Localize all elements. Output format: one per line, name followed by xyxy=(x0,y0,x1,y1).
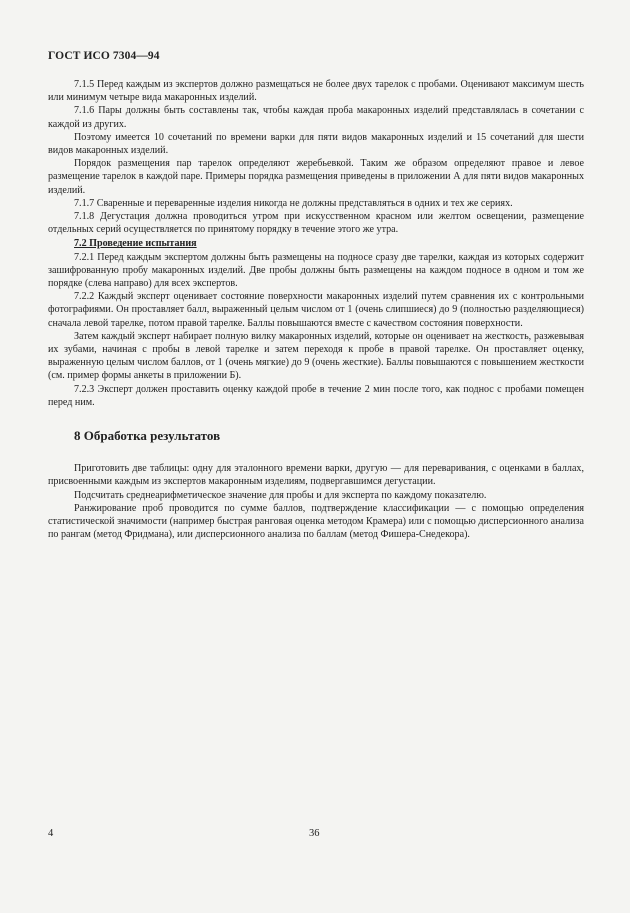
paragraph: Ранжирование проб проводится по сумме баллов, подтверждение классификации — с помощью определения статистической значимости (например быстрая ранговая оценка методом Крамера) или с помощью дисперсионного анализа по рангам (метод Фридмана), или дисперсионного анализа по баллам (метод Фишера-Снедекора). xyxy=(48,502,584,541)
paragraph: 7.2.1 Перед каждым экспертом должны быть размещены на подносе сразу две тарелки, каждая из которых содержит зашифрованную пробу макаронных изделий. Две пробы должны быть размещены на каждом подносе в одном и том же порядке (слева направо) для всех экспертов. xyxy=(48,251,584,290)
paragraph: Подсчитать среднеарифметическое значение для пробы и для эксперта по каждому показателю. xyxy=(74,489,487,501)
paragraph: Приготовить две таблицы: одну для эталонного времени варки, другую — для переваривания, с оценками в баллах, присвоенными каждым из экспертов макаронным изделиям, подвергавшимся дегустации. xyxy=(48,463,584,488)
paragraph: Поэтому имеется 10 сочетаний по времени варки для пяти видов макаронных изделий и 15 сочетаний для шести видов макаронных изделий. xyxy=(48,131,584,157)
document-body xyxy=(48,78,584,542)
paragraph: 7.1.8 Дегустация должна проводиться утром при искусственном красном или желтом освещении, размещение отдельных серий осуществляется по принятому порядку в течение этого же утра. xyxy=(48,211,584,236)
paragraph: 7.1.6 Пары должны быть составлены так, чтобы каждая проба макаронных изделий представлялась в сочетании с каждой из других. xyxy=(48,105,584,130)
paragraph: Затем каждый эксперт набирает полную вилку макаронных изделий, которые он оценивает на жесткость, разжевывая их зубами, начиная с пробы в левой тарелке и затем переходя к пробе в правой тарелке. Он проставляет оценку, выраженную целым числом баллов, от 1 (очень мягкие) до 9 (очень жесткие). Баллы повышаются с повышением жесткости (см. пример формы анкеты в приложении Б). xyxy=(48,330,584,382)
paragraph: 7.1.5 Перед каждым из экспертов должно размещаться не более двух тарелок с пробами. Оценивают максимум шесть или минимум четыре вида макаронных изделий. xyxy=(48,79,584,104)
document-header: ГОСТ ИСО 7304—94 xyxy=(48,50,160,62)
paragraph: 7.2.2 Каждый эксперт оценивает состояние поверхности макаронных изделий путем сравнения их с контрольными фотографиями. Он проставляет балл, выраженный целым числом от 1 (очень слипшиеся) до 9 (полностью разделяющиеся) сначала левой тарелке, потом правой тарелке. Баллы повышаются вместе с качеством состояния поверхности. xyxy=(48,291,584,329)
subsection-heading xyxy=(48,237,584,250)
paragraph: 7.1.7 Сваренные и переваренные изделия никогда не должны представляться в одних и тех же сериях. xyxy=(74,197,513,209)
paragraph: Порядок размещения пар тарелок определяют жеребьевкой. Таким же образом определяют правое и левое размещение тарелок в каждой паре. Примеры порядка размещения приведены в приложении А для пяти видов макаронных изделий. xyxy=(48,158,584,196)
footer-left-number: 4 xyxy=(48,828,54,839)
section-heading: 8 Обработка результатов xyxy=(74,428,221,444)
subsection-heading-text: 7.2 Проведение испытания xyxy=(74,238,197,250)
paragraph: 7.2.3 Эксперт должен проставить оценку каждой пробе в течение 2 мин после того, как поднос с пробами помещен перед ним. xyxy=(48,383,584,408)
page-number: 36 xyxy=(309,828,320,839)
